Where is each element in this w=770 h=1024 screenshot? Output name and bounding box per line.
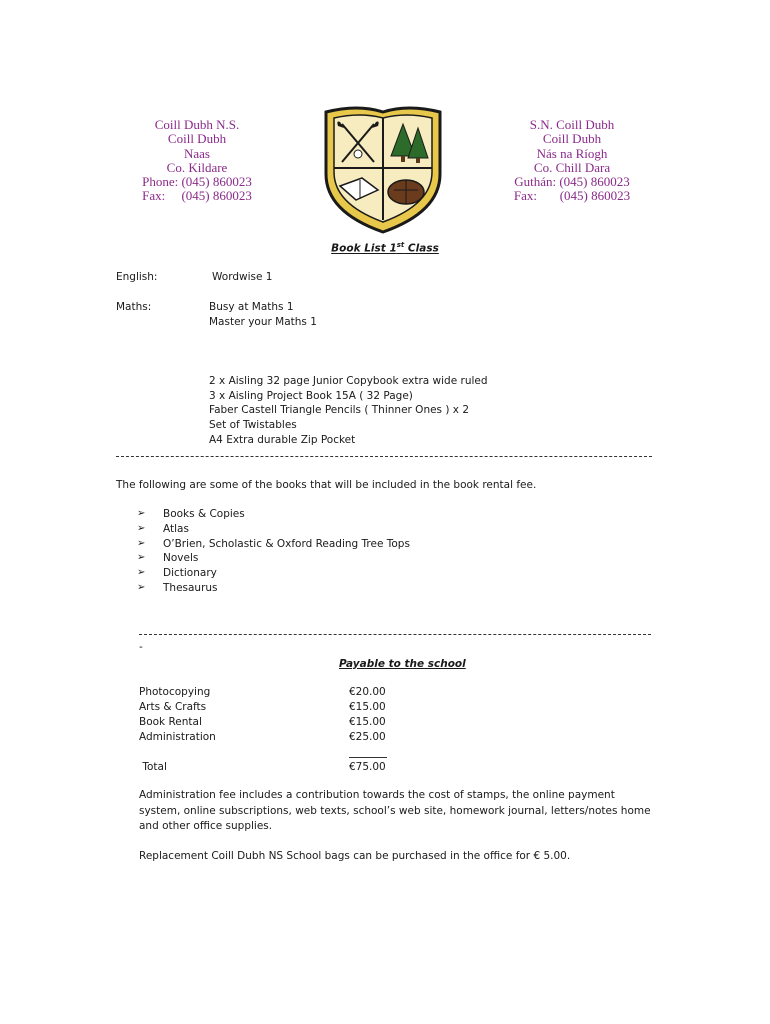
arrow-bullet-icon: ➢ [137, 552, 146, 564]
supply-item: Faber Castell Triangle Pencils ( Thinner Ones ) x 2 [209, 404, 470, 416]
payable-heading: Payable to the school [339, 658, 466, 670]
fee-amount: €25.00 [349, 731, 386, 743]
fee-label: Book Rental [139, 716, 202, 728]
arrow-bullet-icon: ➢ [137, 581, 146, 593]
fee-amount: €15.00 [349, 716, 386, 728]
address-line: Phone: (045) 860023 [142, 174, 252, 190]
list-item-text: Dictionary [163, 567, 217, 580]
english-book: Wordwise 1 [212, 271, 273, 283]
address-line: Coill Dubh [542, 131, 602, 147]
school-crest-logo [318, 104, 448, 236]
list-item-text: Atlas [163, 522, 189, 535]
fee-amount: €20.00 [349, 686, 386, 698]
list-item-text: Thesaurus [163, 581, 218, 594]
address-line: Fax: (045) 860023 [142, 188, 252, 204]
fee-row [139, 701, 399, 716]
maths-book: Master your Maths 1 [209, 316, 317, 328]
supply-item: A4 Extra durable Zip Pocket [209, 434, 356, 446]
supply-item: Set of Twistables [209, 419, 297, 431]
address-line: Coill Dubh [167, 131, 227, 147]
section-divider [139, 634, 651, 635]
school-address-english [112, 118, 282, 204]
title-text: Book List 1 [331, 242, 397, 255]
address-line: Coill Dubh N.S. [154, 117, 240, 132]
arrow-bullet-icon: ➢ [137, 508, 146, 519]
fees-table [139, 686, 399, 746]
english-label: English: [116, 271, 158, 283]
arrow-bullet-icon: ➢ [137, 522, 146, 534]
divider-trail: - [139, 641, 143, 653]
address-line: Nás na Ríogh [536, 145, 608, 161]
fee-row [139, 731, 399, 746]
address-line: Co. Kildare [166, 159, 228, 175]
total-rule [349, 757, 387, 758]
title-text-rest: Class [404, 242, 439, 255]
arrow-bullet-icon: ➢ [137, 537, 146, 549]
supply-item: 2 x Aisling 32 page Junior Copybook extra wide ruled [209, 375, 488, 387]
fee-row [139, 686, 399, 701]
address-line: Naas [184, 145, 210, 161]
list-item-text: O’Brien, Scholastic & Oxford Reading Tree Tops [163, 537, 410, 550]
fee-row [139, 716, 399, 731]
total-label: Total [139, 761, 167, 773]
supply-item: 3 x Aisling Project Book 15A ( 32 Page) [209, 390, 413, 402]
total-amount: €75.00 [349, 761, 386, 773]
title-superscript: st [396, 241, 405, 249]
address-line: Co. Chill Dara [533, 159, 611, 175]
fee-amount: €15.00 [349, 701, 386, 713]
address-line: S.N. Coill Dubh [529, 117, 615, 132]
rental-intro-text: The following are some of the books that will be included in the book rental fee. [116, 479, 537, 491]
admin-fee-note: Administration fee includes a contribution towards the cost of stamps, the online payment system, online subscriptions, web texts, school’s web site, homework journal, letters/notes home and other office supplies. [139, 789, 651, 832]
school-address-irish [487, 118, 657, 204]
arrow-bullet-icon: ➢ [137, 567, 146, 579]
section-divider [116, 456, 652, 457]
fee-label: Photocopying [139, 686, 211, 698]
address-line: Fax: (045) 860023 [513, 188, 631, 204]
list-item-text: Novels [163, 552, 199, 565]
book-list-title [0, 241, 770, 255]
fee-label: Arts & Crafts [139, 701, 207, 713]
list-item-text: Books & Copies [163, 508, 245, 520]
fee-label: Administration [139, 731, 216, 743]
school-bag-note: Replacement Coill Dubh NS School bags can be purchased in the office for € 5.00. [139, 850, 571, 862]
maths-book: Busy at Maths 1 [209, 301, 294, 313]
maths-label: Maths: [116, 301, 152, 313]
address-line: Guthán: (045) 860023 [514, 174, 630, 190]
